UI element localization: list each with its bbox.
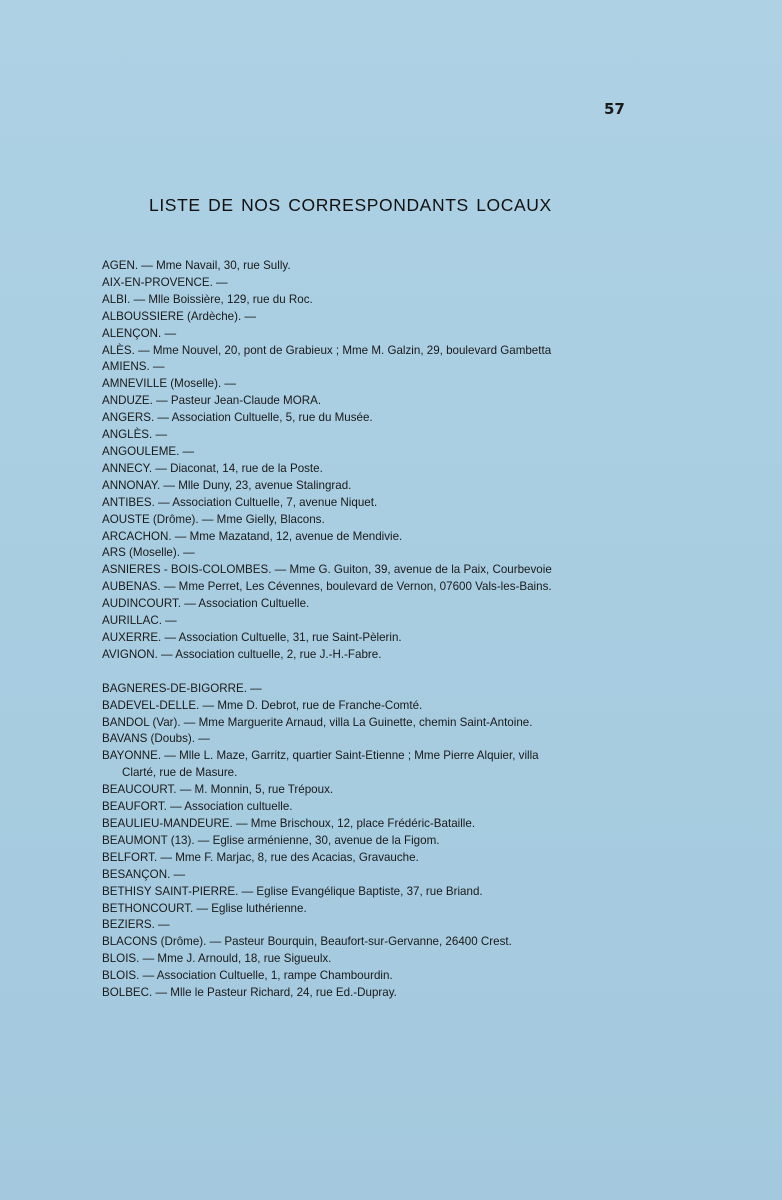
list-entry: BEZIERS. — (102, 918, 170, 932)
list-entry: ANGERS. — Association Cultuelle, 5, rue du Musée. (102, 411, 373, 425)
list-entry: BAVANS (Doubs). — (102, 732, 210, 746)
bayonne-line-1: BAYONNE. — Mlle L. Maze, Garritz, quartier Saint-Etienne ; Mme Pierre Alquier, villa (102, 749, 539, 763)
list-entry: AVIGNON. — Association cultuelle, 2, rue J.-H.-Fabre. (102, 647, 382, 661)
list-entry: AMNEVILLE (Moselle). — (102, 377, 237, 391)
list-entry: AUDINCOURT. — Association Cultuelle. (102, 597, 310, 611)
list-entry: AMIENS. — (102, 360, 165, 374)
list-entry: ALENÇON. — (102, 326, 177, 340)
list-entry: AUBENAS. — Mme Perret, Les Cévennes, boulevard de Vernon, 07600 Vals-les-Bains. (102, 580, 552, 594)
list-entry: ALBI. — Mlle Boissière, 129, rue du Roc. (102, 292, 313, 306)
list-entry: BETHONCOURT. — Eglise luthérienne. (102, 901, 307, 915)
list-entry: BOLBEC. — Mlle le Pasteur Richard, 24, rue Ed.-Dupray. (102, 986, 397, 1000)
list-entry: BEAUCOURT. — M. Monnin, 5, rue Trépoux. (102, 783, 334, 797)
list-entry-bayonne (102, 748, 627, 782)
bayonne-line-2: Clarté, rue de Masure. (122, 766, 238, 780)
list-entry: AGEN. — Mme Navail, 30, rue Sully. (102, 259, 291, 272)
list-entry: BANDOL (Var). — Mme Marguerite Arnaud, villa La Guinette, chemin Saint-Antoine. (102, 715, 533, 729)
list-entry: BAGNERES-DE-BIGORRE. — (102, 681, 262, 695)
page-number: 57 (604, 100, 625, 118)
list-entry: ASNIERES - BOIS-COLOMBES. — Mme G. Guiton, 39, avenue de la Paix, Courbevoie (102, 563, 552, 577)
list-entry: BADEVEL-DELLE. — Mme D. Debrot, rue de Franche-Comté. (102, 698, 423, 712)
page-title: LISTE DE NOS CORRESPONDANTS LOCAUX (149, 195, 552, 215)
entries-group-c (102, 782, 627, 1002)
list-entry: ANNONAY. — Mlle Duny, 23, avenue Stalingrad. (102, 478, 352, 492)
list-entry: BLACONS (Drôme). — Pasteur Bourquin, Beaufort-sur-Gervanne, 26400 Crest. (102, 935, 512, 949)
list-entry: BEAULIEU-MANDEURE. — Mme Brischoux, 12, place Frédéric-Bataille. (102, 817, 476, 830)
list-entry: ANTIBES. — Association Cultuelle, 7, avenue Niquet. (102, 495, 378, 509)
list-entry: BESANÇON. — (102, 867, 186, 881)
list-entry: ALBOUSSIERE (Ardèche). — (102, 309, 256, 323)
section-gap (102, 664, 627, 681)
list-entry: ANNECY. — Diaconat, 14, rue de la Poste. (102, 461, 323, 475)
list-entry: ANGLÈS. — (102, 428, 168, 442)
list-entry: BEAUMONT (13). — Eglise arménienne, 30, avenue de la Figom. (102, 833, 440, 847)
list-entry: BLOIS. — Mme J. Arnould, 18, rue Sigueulx. (102, 952, 332, 966)
list-entry: AUXERRE. — Association Cultuelle, 31, rue Saint-Pèlerin. (102, 630, 402, 644)
list-entry: ANGOULEME. — (102, 444, 195, 458)
list-entry: AOUSTE (Drôme). — Mme Gielly, Blacons. (102, 512, 325, 526)
list-entry: BETHISY SAINT-PIERRE. — Eglise Evangélique Baptiste, 37, rue Briand. (102, 884, 483, 898)
list-entry: ARCACHON. — Mme Mazatand, 12, avenue de Mendivie. (102, 529, 403, 543)
list-entry: ALÈS. — Mme Nouvel, 20, pont de Grabieux ; Mme M. Galzin, 29, boulevard Gambetta (102, 343, 552, 357)
entries-group-b (102, 681, 627, 749)
entries-group-a (102, 258, 627, 664)
list-entry: AURILLAC. — (102, 614, 177, 628)
list-entry: ARS (Moselle). — (102, 546, 195, 560)
correspondents-list (102, 258, 627, 1002)
list-entry: BEAUFORT. — Association cultuelle. (102, 800, 293, 814)
list-entry: BLOIS. — Association Cultuelle, 1, rampe Chambourdin. (102, 969, 393, 983)
list-entry: BELFORT. — Mme F. Marjac, 8, rue des Acacias, Gravauche. (102, 850, 419, 864)
list-entry: ANDUZE. — Pasteur Jean-Claude MORA. (102, 394, 322, 408)
list-entry: AIX-EN-PROVENCE. — (102, 275, 228, 289)
